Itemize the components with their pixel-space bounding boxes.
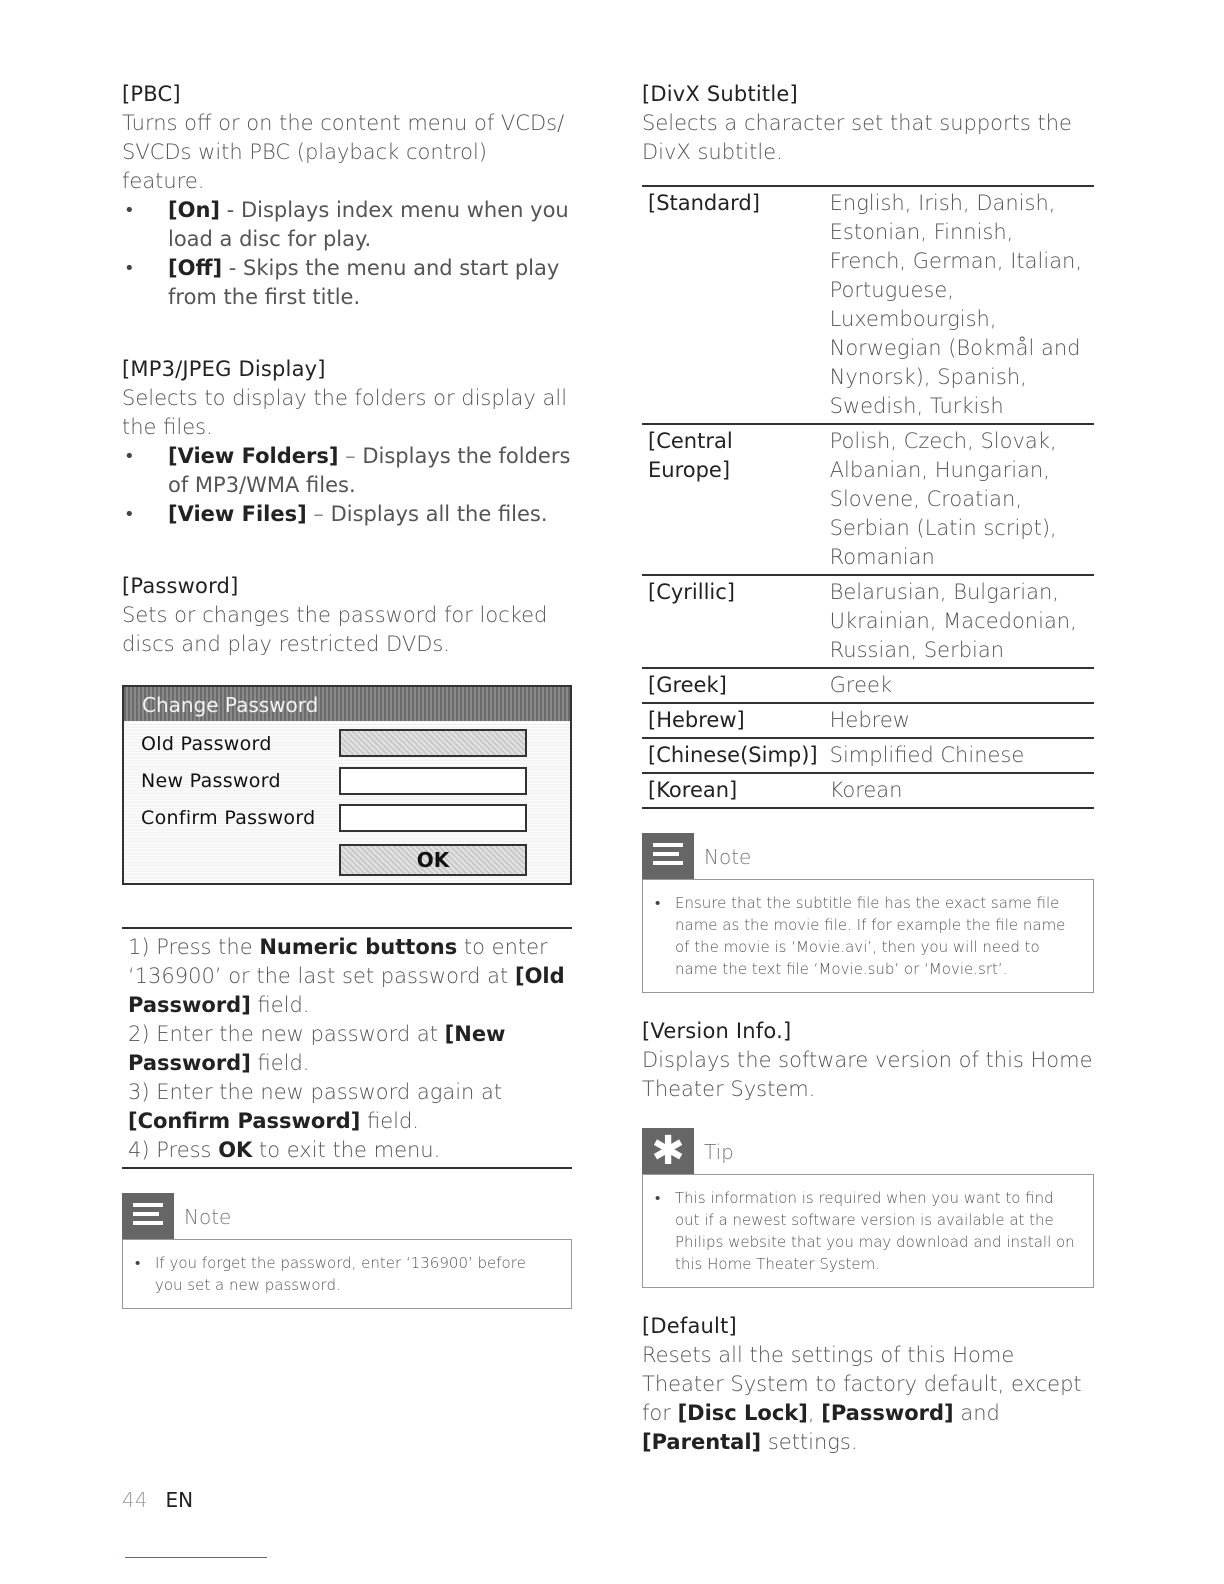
- note-icon: [642, 833, 694, 879]
- list-item: • [View Files] – Displays all the files.: [122, 500, 572, 529]
- mp3-title: [MP3/JPEG Display]: [122, 357, 326, 381]
- version-title: [Version Info.]: [642, 1019, 792, 1043]
- table-row: [Central Europe] Polish, Czech, Slovak, Albanian, Hungarian, Slovene, Croatian, Serbian (Latin script), Romanian: [642, 424, 1094, 575]
- list-item: • [On] - Displays index menu when you load a disc for play.: [122, 196, 572, 254]
- confirm-password-label: Confirm Password: [141, 807, 316, 829]
- list-item: • [Off] - Skips the menu and start play from the first title.: [122, 254, 572, 312]
- pbc-title: [PBC]: [122, 82, 181, 106]
- old-password-label: Old Password: [141, 733, 272, 755]
- table-row: [Korean] Korean: [642, 773, 1094, 808]
- password-note: [122, 1193, 572, 1309]
- page-number: 44: [122, 1488, 148, 1512]
- change-password-dialog: [122, 685, 572, 885]
- left-column: [122, 80, 572, 1309]
- divx-description: Selects a character set that supports the DivX subtitle.: [642, 111, 1072, 164]
- language-code: EN: [165, 1488, 194, 1512]
- divx-title: [DivX Subtitle]: [642, 82, 798, 106]
- confirm-password-field[interactable]: [339, 804, 527, 832]
- step-2: 2) Enter the new password at [New Password] field.: [128, 1022, 506, 1075]
- new-password-field[interactable]: [339, 767, 527, 795]
- step-4: 4) Press OK to exit the menu.: [128, 1138, 441, 1162]
- ok-button[interactable]: OK: [339, 844, 527, 876]
- step-1: 1) Press the Numeric buttons to enter ‘136900’ or the last set password at [Old Password] field.: [128, 935, 565, 1017]
- mp3-description: Selects to display the folders or display all the files.: [122, 386, 568, 439]
- pbc-description: Turns off or on the content menu of VCDs/ SVCDs with PBC (playback control) feature.: [122, 111, 565, 193]
- list-item: • [View Folders] – Displays the folders of MP3/WMA files.: [122, 442, 572, 500]
- version-description: Displays the software version of this Home Theater System.: [642, 1048, 1093, 1101]
- table-row: [Greek] Greek: [642, 668, 1094, 703]
- step-3: 3) Enter the new password again at [Confirm Password] field.: [128, 1080, 503, 1133]
- page-footer: [122, 1488, 193, 1512]
- new-password-label: New Password: [141, 770, 281, 792]
- password-description: Sets or changes the password for locked discs and play restricted DVDs.: [122, 603, 548, 656]
- table-row: [Hebrew] Hebrew: [642, 703, 1094, 738]
- tip-icon: ✱: [642, 1128, 694, 1174]
- tip-text: • This information is required when you want to find out if a newest software version is available at the Philips website that you may download and install on this Home Theater System.: [642, 1174, 1094, 1288]
- note-label: Note: [184, 1205, 232, 1229]
- dialog-title: Change Password: [124, 687, 570, 721]
- default-title: [Default]: [642, 1314, 737, 1338]
- divx-note: [642, 833, 1094, 993]
- note-text: • If you forget the password, enter ‘136900’ before you set a new password.: [122, 1239, 572, 1309]
- pbc-options: [122, 196, 572, 312]
- charset-table: [642, 185, 1094, 809]
- default-description: Resets all the settings of this Home Theater System to factory default, except for [Disc Lock], [Password] and [Parental] settings.: [642, 1343, 1082, 1454]
- table-row: [Standard] English, Irish, Danish, Estonian, Finnish, French, German, Italian, Portuguese, Luxembourgish, Norwegian (Bokmål and Nynorsk), Spanish, Swedish, Turkish: [642, 186, 1094, 424]
- table-row: [Cyrillic] Belarusian, Bulgarian, Ukrainian, Macedonian, Russian, Serbian: [642, 575, 1094, 668]
- right-column: [642, 80, 1094, 1457]
- note-text: • Ensure that the subtitle file has the exact same file name as the movie file. If for example the file name of the movie is ‘Movie.avi’, then you will need to name the text file ‘Movie.sub’ or ‘Movie.srt’.: [642, 879, 1094, 993]
- note-label: Note: [704, 845, 752, 869]
- footer-rule: [125, 1557, 267, 1558]
- password-steps: [122, 927, 572, 1169]
- version-tip: [642, 1128, 1094, 1288]
- old-password-field[interactable]: [339, 729, 527, 757]
- password-title: [Password]: [122, 574, 239, 598]
- tip-label: Tip: [704, 1140, 734, 1164]
- mp3-options: [122, 442, 572, 529]
- note-icon: [122, 1193, 174, 1239]
- table-row: [Chinese(Simp)] Simplified Chinese: [642, 738, 1094, 773]
